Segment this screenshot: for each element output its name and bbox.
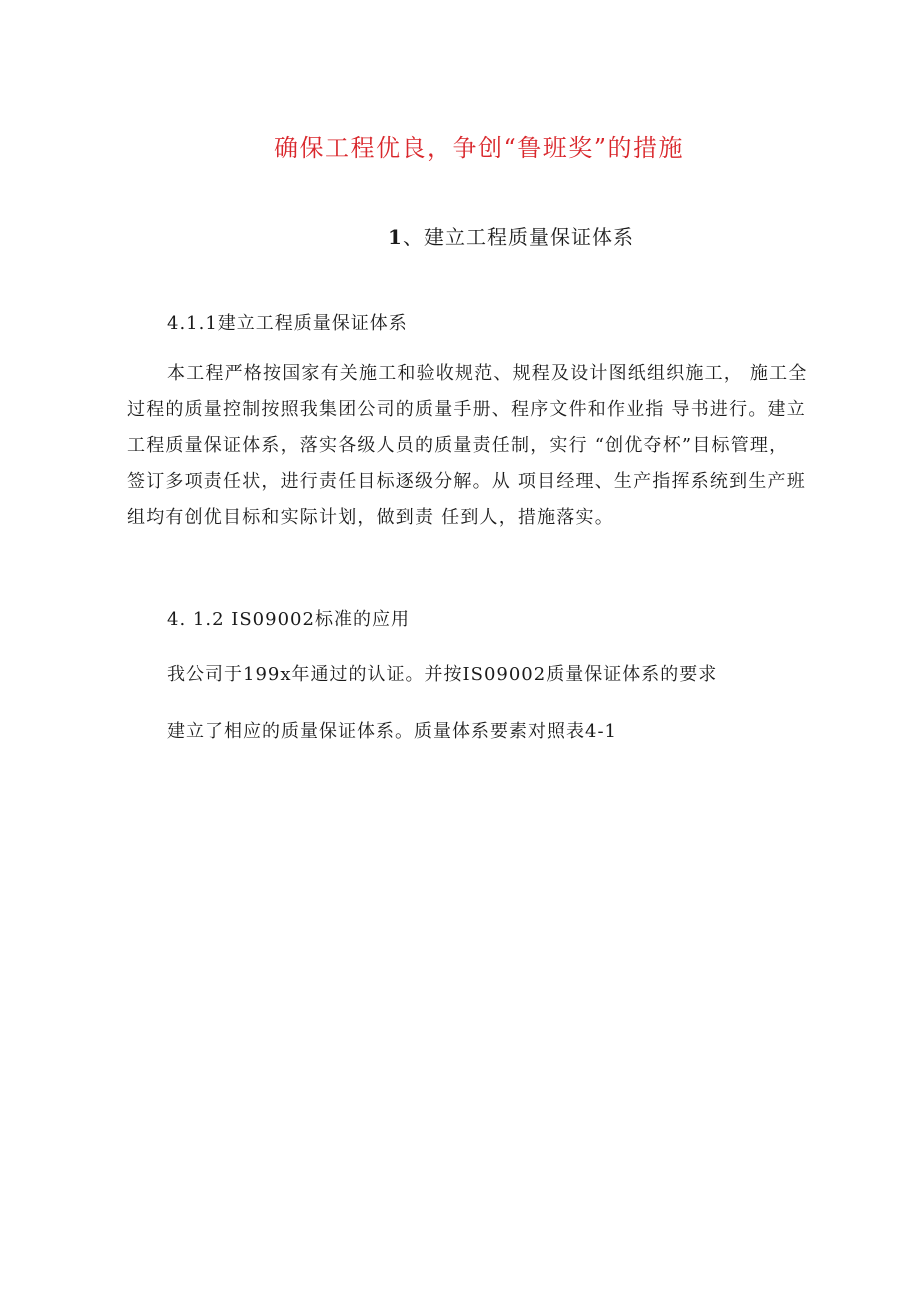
- paragraph-line: 签订多项责任状，进行责任目标逐级分解。从 项目经理、生产指挥系统到生产班: [127, 471, 806, 492]
- section-heading: [0, 221, 920, 250]
- section-number: 1: [388, 225, 403, 249]
- paragraph-line: 工程质量保证体系，落实各级人员的质量责任制，实行 “创优夺杯”目标管理，: [127, 435, 789, 456]
- body-line-certification: 我公司于199x年通过的认证。并按IS09002质量保证体系的要求: [167, 664, 718, 685]
- subsection-heading-4-1-2: 4. 1.2 IS09002标准的应用: [167, 609, 410, 630]
- document-title: 确保工程优良，争创“鲁班奖”的措施: [273, 134, 685, 162]
- body-line-quality-system: 建立了相应的质量保证体系。质量体系要素对照表4-1: [167, 721, 617, 742]
- body-paragraph: [127, 356, 847, 536]
- paragraph-line: 本工程严格按国家有关施工和验收规范、规程及设计图纸组织施工， 施工全: [167, 363, 808, 384]
- subsection-heading-4-1-1: 4.1.1建立工程质量保证体系: [167, 313, 408, 334]
- section-title: 、建立工程质量保证体系: [402, 225, 634, 249]
- paragraph-line: 过程的质量控制按照我集团公司的质量手册、程序文件和作业指 导书进行。建立: [127, 399, 806, 420]
- paragraph-line: 组均有创优目标和实际计划，做到责 任到人，措施落实。: [127, 507, 614, 528]
